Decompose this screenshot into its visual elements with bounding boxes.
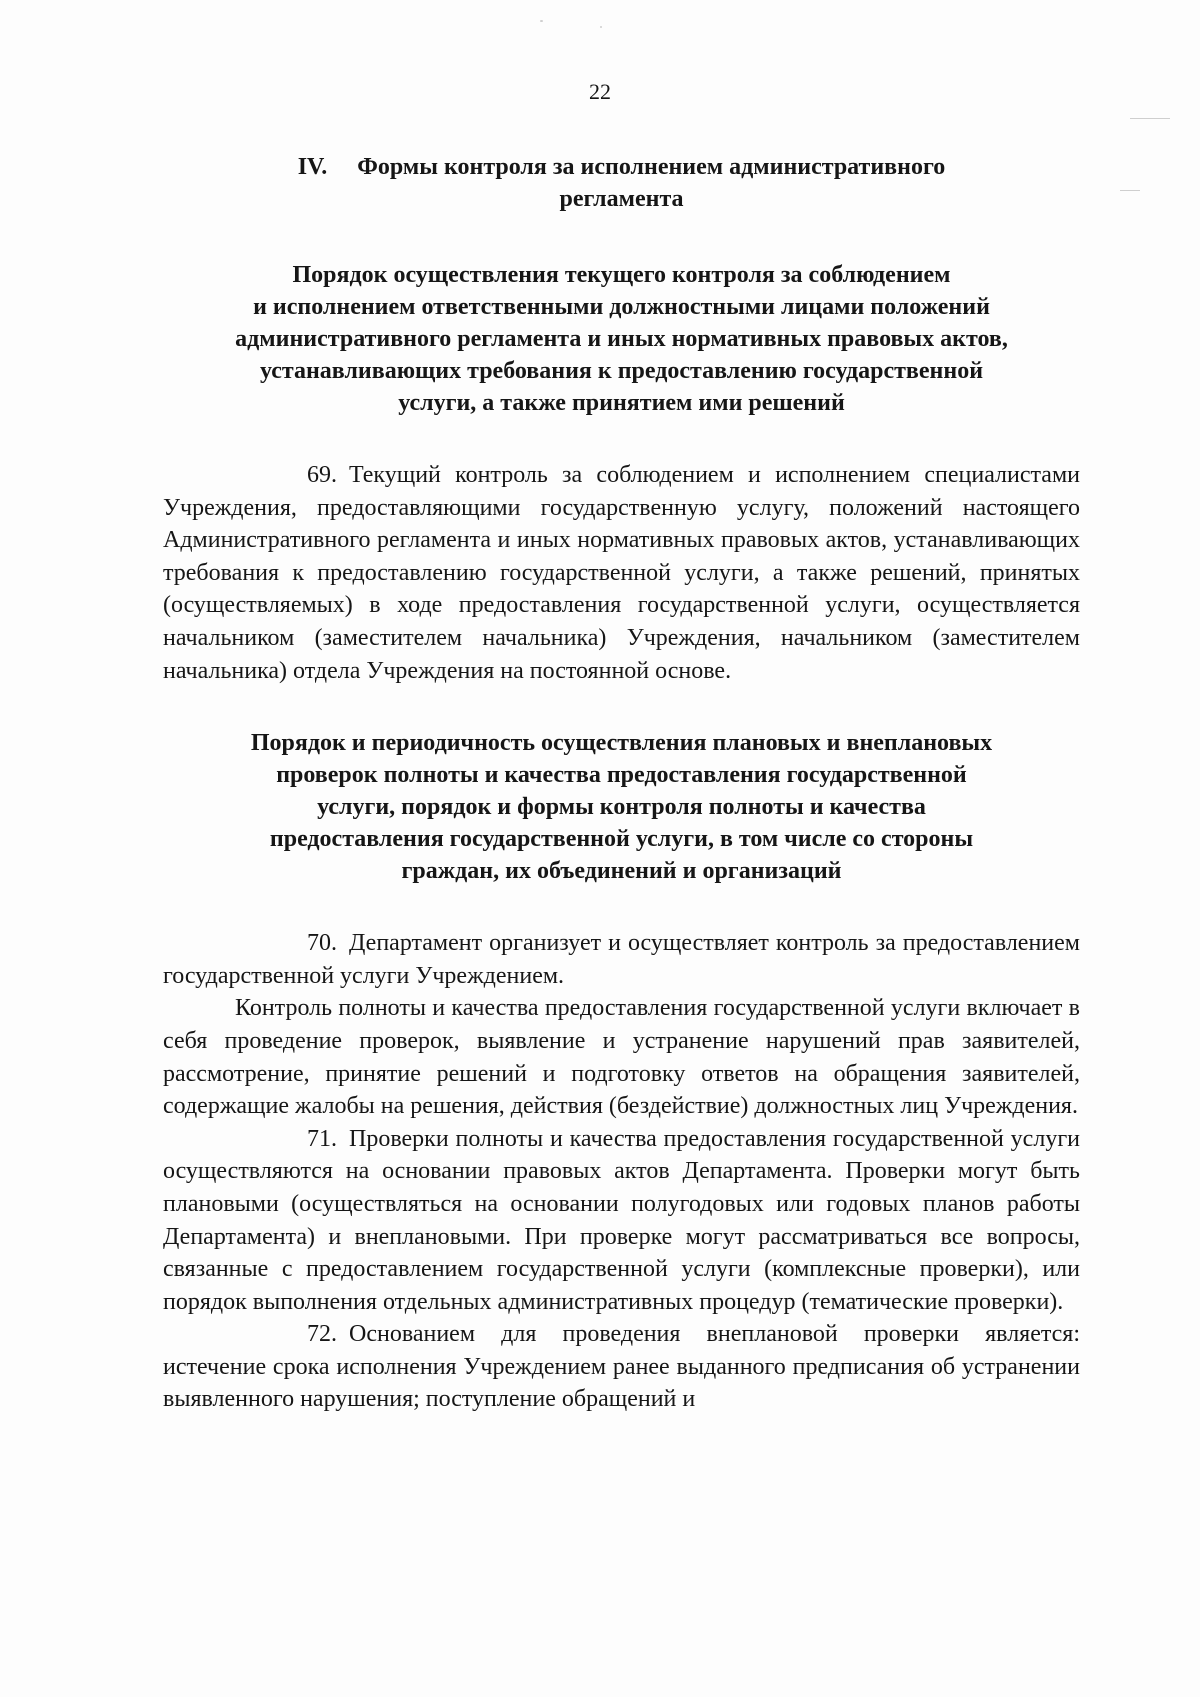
heading-line: услуги, а также принятием ими решений [398, 390, 845, 416]
section-numeral: IV. [297, 154, 328, 180]
section-title [163, 151, 1080, 215]
paragraph-text: Проверки полноты и качества предоставления государственной услуги осуществляются на основании правовых актов Департамента. Проверки могут быть плановыми (осуществляться на основании полугодовых или годовых планов работы Департамента) и внеплановыми. При проверке могут рассматриваться все вопросы, связанные с предоставлением государственной услуги (комплексные проверки), или порядок выполнения отдельных административных процедур (тематические проверки). [163, 1125, 1080, 1315]
spacer [163, 215, 1080, 259]
paragraph-number: 69. [307, 462, 337, 488]
paragraph-text: Основанием для проведения внеплановой проверки является: истечение срока исполнения Учреждением ранее выданного предписания об устранении выявленного нарушения; поступление обращений и [163, 1321, 1080, 1413]
paragraph-number: 71. [307, 1125, 337, 1152]
subsection-heading [163, 259, 1080, 419]
paragraph-number: 72. [307, 1321, 337, 1348]
spacer [163, 419, 1080, 459]
heading-line: Порядок осуществления текущего контроля за соблюдением [292, 262, 951, 288]
page-number: 22 [589, 79, 611, 104]
paragraph-70 [163, 927, 1080, 992]
section-title-line: Формы контроля за исполнением административного [357, 154, 946, 180]
scan-speck [540, 20, 543, 22]
heading-line: и исполнением ответственными должностными лицами положений [253, 294, 990, 320]
paragraph-71 [163, 1123, 1080, 1319]
heading-line: граждан, их объединений и организаций [401, 858, 842, 885]
subsection-heading [163, 727, 1080, 887]
scan-speck [600, 26, 602, 28]
paragraph-70-continued [163, 992, 1080, 1122]
paragraph-text: Контроль полноты и качества предоставления государственной услуги включает в себя проведение проверок, выявление и устранение нарушений прав заявителей, рассмотрение, принятие решений и подготовку ответов на обращения заявителей, содержащие жалобы на решения, действия (бездействие) должностных лиц Учреждения. [163, 995, 1080, 1120]
paragraph-text: Департамент организует и осуществляет контроль за предоставлением государственной услуги Учреждением. [163, 930, 1080, 989]
paragraph-72 [163, 1318, 1080, 1416]
paragraph-number: 70. [307, 930, 337, 957]
heading-line: устанавливающих требования к предоставлению государственной [259, 358, 984, 384]
spacer [163, 687, 1080, 727]
spacer [163, 887, 1080, 927]
heading-line: административного регламента и иных нормативных правовых актов, [235, 326, 1008, 352]
document-body [163, 151, 1080, 1416]
heading-line: Порядок и периодичность осуществления плановых и внеплановых [250, 730, 993, 757]
scan-speck [1120, 190, 1140, 191]
section-title-line: регламента [559, 186, 684, 212]
paragraph-text: Текущий контроль за соблюдением и исполнением специалистами Учреждения, предоставляющими государственную услугу, положений настоящего Административного регламента и иных нормативных правовых актов, устанавливающих требования к предоставлению государственной услуги, а также решений, принятых (осуществляемых) в ходе предоставления государственной услуги, осуществляется начальником (заместителем начальника) Учреждения, начальником (заместителем начальника) отдела Учреждения на постоянной основе. [163, 462, 1080, 684]
heading-line: проверок полноты и качества предоставления государственной [276, 762, 967, 789]
heading-line: услуги, порядок и формы контроля полноты и качества [317, 794, 926, 821]
paragraph-69 [163, 459, 1080, 687]
scan-speck [1130, 118, 1170, 119]
heading-line: предоставления государственной услуги, в том числе со стороны [269, 826, 974, 853]
